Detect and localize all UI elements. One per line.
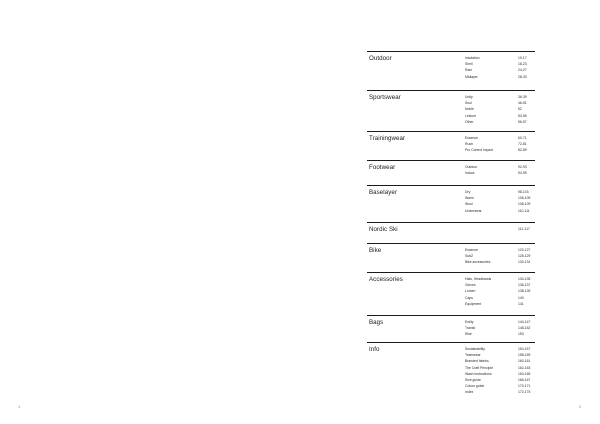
toc-section <box>367 342 535 395</box>
toc-item-pages: 53-55 <box>518 113 527 118</box>
toc-item-label: Branded fabrics <box>465 359 489 364</box>
toc-item-pages: 170-171 <box>518 384 531 389</box>
toc-item-pages: 112-117 <box>518 227 530 231</box>
toc-item-label: Rain <box>465 68 472 73</box>
toc-item-list <box>465 226 535 232</box>
toc-item-pages: 98-103 <box>518 190 529 194</box>
toc-item-label: Outdoor <box>465 165 478 169</box>
toc-item-label: Index <box>465 390 474 395</box>
toc-item-list <box>465 247 535 266</box>
toc-item-label: Rush <box>465 142 473 147</box>
toc-item-label: Other <box>465 119 474 124</box>
toc-section-title[interactable]: Sportswear <box>369 94 401 101</box>
toc-item-label: Rise <box>465 332 472 337</box>
toc-section <box>367 243 535 272</box>
toc-section-title[interactable]: Baselayer <box>369 189 397 196</box>
toc-item-pages: 160-161 <box>518 359 531 364</box>
toc-item-pages: 130-131 <box>518 260 531 265</box>
toc-item-label: Sustainability <box>465 347 485 351</box>
toc-item-pages: 163-165 <box>518 371 531 376</box>
toc-item-label: Equipment <box>465 301 482 306</box>
toc-item-label: Leisure <box>465 113 477 118</box>
toc-item-pages: 72-81 <box>518 142 527 147</box>
toc-item-pages: 82-89 <box>518 148 527 153</box>
toc-item-pages: 141 <box>518 301 524 306</box>
toc-item-pages: 24-27 <box>518 68 527 73</box>
toc-item-list <box>465 55 535 80</box>
toc-item-label: Underwear <box>465 208 482 213</box>
toc-item-label: Shell <box>465 62 473 67</box>
toc-item-pages: 158-159 <box>518 353 531 358</box>
toc-item[interactable] <box>465 208 535 214</box>
toc-section-title[interactable]: Footwear <box>369 164 396 171</box>
toc-item-list <box>465 346 535 396</box>
toc-item-pages: 162-163 <box>518 365 531 370</box>
toc-section <box>367 272 535 315</box>
toc-item-pages: 18-23 <box>518 62 527 67</box>
toc-item-label: SubZ <box>465 254 474 259</box>
toc-item-list <box>465 164 535 176</box>
toc-section <box>367 315 535 342</box>
toc-section-title[interactable]: Info <box>369 346 380 353</box>
toc-item-list <box>465 276 535 307</box>
toc-section <box>367 185 535 222</box>
toc-section <box>367 222 535 243</box>
toc-section <box>367 90 535 131</box>
toc-item-pages: 92-93 <box>518 165 527 169</box>
toc-item-pages: 148-152 <box>518 326 531 331</box>
toc-item-label: Indoor <box>465 171 475 176</box>
toc-item-label: Unity <box>465 95 473 99</box>
toc-item[interactable] <box>465 259 535 265</box>
toc-item-label: Midlayer <box>465 74 478 79</box>
toc-item[interactable] <box>465 226 535 232</box>
toc-item-pages: 106-109 <box>518 196 531 201</box>
toc-section-title[interactable]: Accessories <box>369 276 403 283</box>
toc-item-list <box>465 189 535 214</box>
toc-item[interactable] <box>465 331 535 337</box>
toc-item-label: Bike accessories <box>465 260 491 265</box>
toc-item[interactable] <box>465 119 535 125</box>
toc-item-label: Caps <box>465 295 473 300</box>
toc-item-pages: 28-33 <box>518 74 527 79</box>
toc-item-label: Pro Control impact <box>465 148 494 153</box>
toc-item[interactable] <box>465 147 535 153</box>
toc-section-title[interactable]: Bike <box>369 247 382 254</box>
toc-item-pages: 166-167 <box>518 377 531 382</box>
toc-item-label: Lumen <box>465 289 476 294</box>
toc-section-title[interactable]: Nordic Ski <box>369 226 398 233</box>
toc-item-label: Colour guide <box>465 384 485 389</box>
toc-item-pages: 52 <box>518 107 522 112</box>
toc-item-pages: 46-51 <box>518 101 527 106</box>
toc-item[interactable] <box>465 74 535 80</box>
toc-item-label: Soul <box>465 101 472 106</box>
toc-item-pages: 94-95 <box>518 171 527 176</box>
toc-item-label: Warm <box>465 196 474 201</box>
toc-item-label: Essence <box>465 136 479 140</box>
table-of-contents <box>367 51 535 395</box>
toc-item[interactable] <box>465 301 535 307</box>
toc-item-pages: 134-135 <box>518 277 531 281</box>
toc-item-pages: 120-127 <box>518 248 531 252</box>
toc-item-label: Teamwear <box>465 353 481 358</box>
toc-item-label: Wool <box>465 202 473 207</box>
toc-item-list <box>465 94 535 125</box>
toc-item-pages: 138-139 <box>518 289 531 294</box>
toc-item-list <box>465 135 535 154</box>
toc-section <box>367 131 535 160</box>
toc-item-list <box>465 319 535 338</box>
toc-item-pages: 140 <box>518 295 524 300</box>
toc-section-title[interactable]: Outdoor <box>369 55 392 62</box>
toc-item-pages: 144-147 <box>518 320 531 324</box>
toc-item[interactable] <box>465 389 535 395</box>
left-page-number: 4 <box>18 404 21 409</box>
toc-item-pages: 153 <box>518 332 524 337</box>
toc-item-label: Wash instructions <box>465 371 492 376</box>
toc-item-label: Transit <box>465 326 476 331</box>
toc-item-pages: 154-157 <box>518 347 531 351</box>
toc-item-pages: 128-129 <box>518 254 531 259</box>
toc-item-label: Noble <box>465 107 474 112</box>
toc-item-pages: 36-39 <box>518 95 527 99</box>
toc-section-title[interactable]: Bags <box>369 319 384 326</box>
toc-item[interactable] <box>465 170 535 176</box>
toc-item-label: Gloves <box>465 283 476 288</box>
toc-item-pages: 60-71 <box>518 136 527 140</box>
toc-item-label: Entity <box>465 320 474 324</box>
toc-item-pages: 172-175 <box>518 390 531 395</box>
toc-section <box>367 160 535 185</box>
toc-item-label: Hats, Headbands <box>465 277 492 281</box>
toc-item-label: Size guide <box>465 377 481 382</box>
toc-item-pages: 110-111 <box>518 208 530 213</box>
toc-item-label: Essence <box>465 248 479 252</box>
toc-item-label: The Craft Principle <box>465 365 494 370</box>
toc-item-label: Dry <box>465 190 471 194</box>
toc-item-pages: 56-57 <box>518 119 527 124</box>
toc-item-label: Insulation <box>465 56 480 60</box>
toc-item-pages: 10-17 <box>518 56 527 60</box>
right-page-number: 5 <box>579 404 582 409</box>
toc-section-title[interactable]: Trainingwear <box>369 135 406 142</box>
toc-item-pages: 108-109 <box>518 202 531 207</box>
toc-section <box>367 51 535 90</box>
toc-item-pages: 136-137 <box>518 283 531 288</box>
